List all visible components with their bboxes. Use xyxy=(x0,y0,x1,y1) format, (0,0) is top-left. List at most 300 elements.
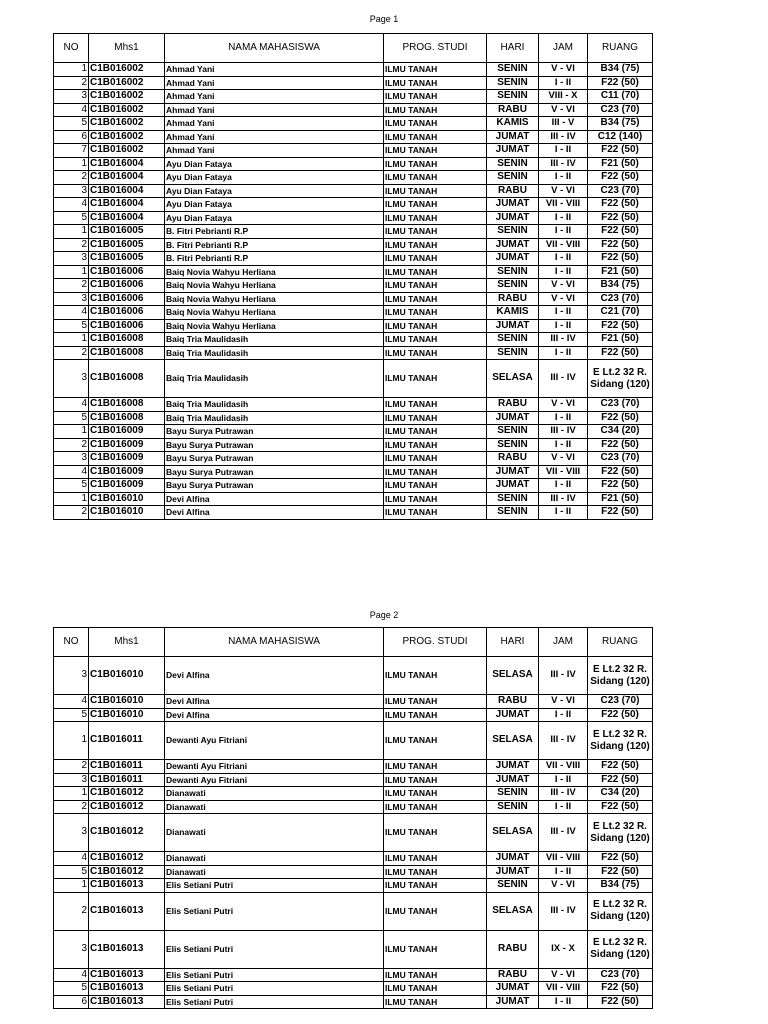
table-row xyxy=(54,452,653,466)
cell-no: 2 xyxy=(54,346,89,360)
cell-jam: I - II xyxy=(539,479,588,493)
cell-mhs: C1B016006 xyxy=(89,265,165,279)
cell-prog: ILMU TANAH xyxy=(384,171,487,185)
cell-prog: ILMU TANAH xyxy=(384,265,487,279)
cell-hari: JUMAT xyxy=(487,411,539,425)
cell-no: 5 xyxy=(54,479,89,493)
cell-no: 4 xyxy=(54,398,89,412)
cell-ruang: B34 (75) xyxy=(588,879,653,893)
cell-jam: I - II xyxy=(539,506,588,520)
cell-jam: VII - VIII xyxy=(539,760,588,774)
cell-prog: ILMU TANAH xyxy=(384,425,487,439)
cell-prog: ILMU TANAH xyxy=(384,157,487,171)
cell-no: 2 xyxy=(54,76,89,90)
table-row xyxy=(54,171,653,185)
cell-hari: SELASA xyxy=(487,814,539,852)
cell-no: 3 xyxy=(54,657,89,695)
cell-mhs: C1B016012 xyxy=(89,800,165,814)
cell-jam: I - II xyxy=(539,411,588,425)
cell-nama: Ayu Dian Fataya xyxy=(165,211,384,225)
cell-ruang: C23 (70) xyxy=(588,695,653,709)
cell-prog: ILMU TANAH xyxy=(384,130,487,144)
cell-prog: ILMU TANAH xyxy=(384,225,487,239)
cell-mhs: C1B016008 xyxy=(89,333,165,347)
cell-hari: JUMAT xyxy=(487,479,539,493)
header-jam: JAM xyxy=(539,628,588,657)
cell-prog: ILMU TANAH xyxy=(384,930,487,968)
cell-mhs: C1B016006 xyxy=(89,279,165,293)
cell-jam: I - II xyxy=(539,252,588,266)
cell-prog: ILMU TANAH xyxy=(384,333,487,347)
cell-jam: III - IV xyxy=(539,892,588,930)
cell-hari: SENIN xyxy=(487,90,539,104)
cell-nama: Devi Alfina xyxy=(165,492,384,506)
cell-ruang: F22 (50) xyxy=(588,171,653,185)
cell-hari: JUMAT xyxy=(487,852,539,866)
cell-jam: III - IV xyxy=(539,787,588,801)
cell-mhs: C1B016013 xyxy=(89,968,165,982)
table-row xyxy=(54,425,653,439)
cell-hari: SELASA xyxy=(487,722,539,760)
cell-hari: KAMIS xyxy=(487,117,539,131)
cell-mhs: C1B016012 xyxy=(89,852,165,866)
cell-no: 2 xyxy=(54,506,89,520)
cell-no: 3 xyxy=(54,360,89,398)
cell-nama: Baiq Tria Maulidasih xyxy=(165,346,384,360)
cell-jam: III - IV xyxy=(539,657,588,695)
schedule-table xyxy=(53,627,653,1009)
cell-nama: Ahmad Yani xyxy=(165,130,384,144)
cell-hari: SELASA xyxy=(487,360,539,398)
cell-jam: VII - VIII xyxy=(539,238,588,252)
cell-no: 4 xyxy=(54,103,89,117)
cell-mhs: C1B016010 xyxy=(89,695,165,709)
cell-no: 2 xyxy=(54,800,89,814)
table-row xyxy=(54,103,653,117)
cell-jam: V - VI xyxy=(539,695,588,709)
cell-mhs: C1B016005 xyxy=(89,252,165,266)
cell-prog: ILMU TANAH xyxy=(384,968,487,982)
cell-no: 1 xyxy=(54,425,89,439)
cell-mhs: C1B016012 xyxy=(89,814,165,852)
header-hari: HARI xyxy=(487,628,539,657)
cell-nama: Dianawati xyxy=(165,787,384,801)
cell-jam: I - II xyxy=(539,438,588,452)
cell-prog: ILMU TANAH xyxy=(384,892,487,930)
table-row xyxy=(54,814,653,852)
cell-jam: VIII - X xyxy=(539,90,588,104)
cell-prog: ILMU TANAH xyxy=(384,103,487,117)
cell-no: 3 xyxy=(54,930,89,968)
cell-nama: Elis Setiani Putri xyxy=(165,968,384,982)
schedule-table xyxy=(53,33,653,520)
cell-prog: ILMU TANAH xyxy=(384,292,487,306)
cell-mhs: C1B016006 xyxy=(89,306,165,320)
cell-nama: Ayu Dian Fataya xyxy=(165,184,384,198)
cell-hari: RABU xyxy=(487,968,539,982)
header-nama: NAMA MAHASISWA xyxy=(165,628,384,657)
cell-mhs: C1B016010 xyxy=(89,492,165,506)
cell-mhs: C1B016009 xyxy=(89,438,165,452)
cell-hari: SENIN xyxy=(487,800,539,814)
cell-nama: Baiq Tria Maulidasih xyxy=(165,398,384,412)
cell-nama: Devi Alfina xyxy=(165,506,384,520)
cell-prog: ILMU TANAH xyxy=(384,252,487,266)
cell-no: 5 xyxy=(54,211,89,225)
cell-nama: Baiq Tria Maulidasih xyxy=(165,360,384,398)
cell-hari: JUMAT xyxy=(487,773,539,787)
cell-no: 1 xyxy=(54,157,89,171)
table-row xyxy=(54,930,653,968)
cell-hari: SENIN xyxy=(487,425,539,439)
cell-no: 2 xyxy=(54,892,89,930)
cell-jam: I - II xyxy=(539,144,588,158)
cell-prog: ILMU TANAH xyxy=(384,773,487,787)
cell-prog: ILMU TANAH xyxy=(384,238,487,252)
cell-no: 3 xyxy=(54,452,89,466)
table-row xyxy=(54,346,653,360)
cell-ruang: F21 (50) xyxy=(588,157,653,171)
cell-prog: ILMU TANAH xyxy=(384,117,487,131)
cell-nama: B. Fitri Pebrianti R.P xyxy=(165,225,384,239)
cell-no: 1 xyxy=(54,63,89,77)
cell-hari: SENIN xyxy=(487,225,539,239)
cell-mhs: C1B016006 xyxy=(89,292,165,306)
table-row xyxy=(54,76,653,90)
cell-no: 2 xyxy=(54,760,89,774)
cell-mhs: C1B016010 xyxy=(89,708,165,722)
cell-hari: RABU xyxy=(487,930,539,968)
cell-no: 1 xyxy=(54,225,89,239)
cell-prog: ILMU TANAH xyxy=(384,995,487,1009)
cell-ruang: F22 (50) xyxy=(588,708,653,722)
cell-mhs: C1B016004 xyxy=(89,157,165,171)
table-row xyxy=(54,852,653,866)
cell-nama: Baiq Novia Wahyu Herliana xyxy=(165,292,384,306)
cell-ruang: F22 (50) xyxy=(588,346,653,360)
cell-prog: ILMU TANAH xyxy=(384,63,487,77)
cell-nama: Bayu Surya Putrawan xyxy=(165,452,384,466)
cell-prog: ILMU TANAH xyxy=(384,787,487,801)
cell-jam: III - IV xyxy=(539,492,588,506)
cell-prog: ILMU TANAH xyxy=(384,184,487,198)
cell-prog: ILMU TANAH xyxy=(384,411,487,425)
cell-mhs: C1B016005 xyxy=(89,225,165,239)
cell-jam: III - IV xyxy=(539,360,588,398)
table-row xyxy=(54,492,653,506)
table-row xyxy=(54,252,653,266)
cell-ruang: B34 (75) xyxy=(588,63,653,77)
cell-prog: ILMU TANAH xyxy=(384,306,487,320)
cell-no: 2 xyxy=(54,438,89,452)
cell-ruang: C21 (70) xyxy=(588,306,653,320)
cell-jam: V - VI xyxy=(539,279,588,293)
cell-prog: ILMU TANAH xyxy=(384,438,487,452)
cell-jam: I - II xyxy=(539,708,588,722)
cell-nama: Bayu Surya Putrawan xyxy=(165,425,384,439)
cell-ruang: F21 (50) xyxy=(588,492,653,506)
table-row xyxy=(54,865,653,879)
cell-nama: Dianawati xyxy=(165,814,384,852)
cell-prog: ILMU TANAH xyxy=(384,360,487,398)
table-row xyxy=(54,198,653,212)
table-row xyxy=(54,892,653,930)
cell-nama: Dianawati xyxy=(165,800,384,814)
cell-prog: ILMU TANAH xyxy=(384,346,487,360)
header-row xyxy=(54,628,653,657)
cell-ruang: F22 (50) xyxy=(588,411,653,425)
cell-no: 6 xyxy=(54,995,89,1009)
cell-prog: ILMU TANAH xyxy=(384,708,487,722)
cell-jam: V - VI xyxy=(539,452,588,466)
cell-hari: SELASA xyxy=(487,892,539,930)
cell-jam: I - II xyxy=(539,171,588,185)
cell-no: 1 xyxy=(54,787,89,801)
table-row xyxy=(54,333,653,347)
header-no: NO xyxy=(54,628,89,657)
cell-hari: KAMIS xyxy=(487,306,539,320)
cell-no: 3 xyxy=(54,292,89,306)
cell-prog: ILMU TANAH xyxy=(384,760,487,774)
cell-hari: SENIN xyxy=(487,171,539,185)
cell-nama: Dianawati xyxy=(165,852,384,866)
cell-ruang: E Lt.2 32 R. Sidang (120) xyxy=(588,814,653,852)
header-ruang: RUANG xyxy=(588,34,653,63)
cell-mhs: C1B016013 xyxy=(89,995,165,1009)
cell-nama: Elis Setiani Putri xyxy=(165,930,384,968)
cell-jam: I - II xyxy=(539,225,588,239)
cell-nama: Baiq Novia Wahyu Herliana xyxy=(165,279,384,293)
cell-no: 2 xyxy=(54,279,89,293)
table-row xyxy=(54,184,653,198)
cell-no: 4 xyxy=(54,852,89,866)
cell-prog: ILMU TANAH xyxy=(384,800,487,814)
cell-no: 3 xyxy=(54,773,89,787)
cell-ruang: B34 (75) xyxy=(588,279,653,293)
cell-no: 6 xyxy=(54,130,89,144)
header-jam: JAM xyxy=(539,34,588,63)
cell-mhs: C1B016002 xyxy=(89,103,165,117)
cell-ruang: C23 (70) xyxy=(588,184,653,198)
cell-mhs: C1B016008 xyxy=(89,346,165,360)
table-row xyxy=(54,225,653,239)
cell-no: 1 xyxy=(54,333,89,347)
cell-mhs: C1B016004 xyxy=(89,198,165,212)
cell-ruang: C12 (140) xyxy=(588,130,653,144)
cell-jam: III - IV xyxy=(539,425,588,439)
cell-hari: RABU xyxy=(487,184,539,198)
cell-jam: I - II xyxy=(539,346,588,360)
cell-ruang: F22 (50) xyxy=(588,211,653,225)
cell-jam: V - VI xyxy=(539,292,588,306)
cell-ruang: F22 (50) xyxy=(588,982,653,996)
cell-mhs: C1B016008 xyxy=(89,398,165,412)
cell-hari: SENIN xyxy=(487,438,539,452)
cell-no: 5 xyxy=(54,982,89,996)
cell-nama: Ayu Dian Fataya xyxy=(165,198,384,212)
cell-mhs: C1B016002 xyxy=(89,144,165,158)
cell-ruang: E Lt.2 32 R. Sidang (120) xyxy=(588,722,653,760)
cell-ruang: F22 (50) xyxy=(588,438,653,452)
cell-hari: SENIN xyxy=(487,265,539,279)
cell-nama: Elis Setiani Putri xyxy=(165,879,384,893)
cell-prog: ILMU TANAH xyxy=(384,398,487,412)
cell-hari: JUMAT xyxy=(487,198,539,212)
cell-no: 4 xyxy=(54,465,89,479)
table-row xyxy=(54,995,653,1009)
cell-ruang: F22 (50) xyxy=(588,252,653,266)
cell-jam: VII - VIII xyxy=(539,198,588,212)
cell-prog: ILMU TANAH xyxy=(384,814,487,852)
cell-mhs: C1B016008 xyxy=(89,411,165,425)
cell-mhs: C1B016013 xyxy=(89,930,165,968)
cell-mhs: C1B016002 xyxy=(89,90,165,104)
header-no: NO xyxy=(54,34,89,63)
cell-mhs: C1B016009 xyxy=(89,465,165,479)
cell-jam: IX - X xyxy=(539,930,588,968)
cell-ruang: F22 (50) xyxy=(588,465,653,479)
cell-hari: SENIN xyxy=(487,879,539,893)
cell-nama: Elis Setiani Putri xyxy=(165,982,384,996)
cell-hari: JUMAT xyxy=(487,144,539,158)
cell-mhs: C1B016004 xyxy=(89,211,165,225)
cell-ruang: F22 (50) xyxy=(588,760,653,774)
cell-hari: SELASA xyxy=(487,657,539,695)
cell-mhs: C1B016004 xyxy=(89,184,165,198)
cell-ruang: E Lt.2 32 R. Sidang (120) xyxy=(588,930,653,968)
cell-prog: ILMU TANAH xyxy=(384,76,487,90)
cell-mhs: C1B016013 xyxy=(89,892,165,930)
cell-ruang: F22 (50) xyxy=(588,198,653,212)
cell-prog: ILMU TANAH xyxy=(384,722,487,760)
table-row xyxy=(54,657,653,695)
cell-mhs: C1B016005 xyxy=(89,238,165,252)
cell-ruang: C34 (20) xyxy=(588,787,653,801)
table-row xyxy=(54,722,653,760)
cell-jam: V - VI xyxy=(539,63,588,77)
cell-hari: JUMAT xyxy=(487,465,539,479)
table-row xyxy=(54,211,653,225)
cell-prog: ILMU TANAH xyxy=(384,452,487,466)
cell-mhs: C1B016009 xyxy=(89,425,165,439)
cell-jam: III - V xyxy=(539,117,588,131)
cell-nama: Dewanti Ayu Fitriani xyxy=(165,773,384,787)
cell-no: 3 xyxy=(54,252,89,266)
header-mhs: Mhs1 xyxy=(89,34,165,63)
cell-mhs: C1B016011 xyxy=(89,760,165,774)
cell-prog: ILMU TANAH xyxy=(384,879,487,893)
cell-hari: RABU xyxy=(487,103,539,117)
cell-nama: Devi Alfina xyxy=(165,657,384,695)
cell-mhs: C1B016011 xyxy=(89,773,165,787)
cell-prog: ILMU TANAH xyxy=(384,211,487,225)
cell-ruang: C34 (20) xyxy=(588,425,653,439)
cell-no: 1 xyxy=(54,722,89,760)
cell-jam: V - VI xyxy=(539,398,588,412)
table-row xyxy=(54,982,653,996)
cell-no: 4 xyxy=(54,968,89,982)
cell-prog: ILMU TANAH xyxy=(384,506,487,520)
cell-ruang: F22 (50) xyxy=(588,76,653,90)
cell-nama: Dianawati xyxy=(165,865,384,879)
cell-nama: B. Fitri Pebrianti R.P xyxy=(165,252,384,266)
table-row xyxy=(54,398,653,412)
cell-mhs: C1B016009 xyxy=(89,452,165,466)
header-nama: NAMA MAHASISWA xyxy=(165,34,384,63)
cell-nama: Elis Setiani Putri xyxy=(165,995,384,1009)
table-row xyxy=(54,760,653,774)
cell-jam: V - VI xyxy=(539,879,588,893)
cell-prog: ILMU TANAH xyxy=(384,852,487,866)
cell-no: 5 xyxy=(54,865,89,879)
table-row xyxy=(54,360,653,398)
cell-nama: Ahmad Yani xyxy=(165,144,384,158)
cell-nama: Ahmad Yani xyxy=(165,103,384,117)
cell-jam: V - VI xyxy=(539,103,588,117)
cell-jam: III - IV xyxy=(539,157,588,171)
cell-hari: SENIN xyxy=(487,506,539,520)
cell-hari: JUMAT xyxy=(487,238,539,252)
cell-mhs: C1B016011 xyxy=(89,722,165,760)
cell-nama: Baiq Novia Wahyu Herliana xyxy=(165,306,384,320)
page-label: Page 2 xyxy=(369,610,399,620)
cell-jam: III - IV xyxy=(539,130,588,144)
cell-ruang: C23 (70) xyxy=(588,103,653,117)
cell-prog: ILMU TANAH xyxy=(384,319,487,333)
cell-hari: JUMAT xyxy=(487,995,539,1009)
cell-nama: Elis Setiani Putri xyxy=(165,892,384,930)
cell-mhs: C1B016010 xyxy=(89,657,165,695)
cell-jam: VII - VIII xyxy=(539,982,588,996)
table-row xyxy=(54,787,653,801)
cell-ruang: F22 (50) xyxy=(588,773,653,787)
cell-mhs: C1B016012 xyxy=(89,787,165,801)
cell-jam: I - II xyxy=(539,319,588,333)
cell-ruang: E Lt.2 32 R. Sidang (120) xyxy=(588,657,653,695)
cell-jam: I - II xyxy=(539,306,588,320)
table-row xyxy=(54,130,653,144)
cell-mhs: C1B016004 xyxy=(89,171,165,185)
cell-nama: Ahmad Yani xyxy=(165,90,384,104)
page-label: Page 1 xyxy=(369,14,399,24)
cell-prog: ILMU TANAH xyxy=(384,865,487,879)
table-row xyxy=(54,708,653,722)
cell-mhs: C1B016006 xyxy=(89,319,165,333)
cell-ruang: F22 (50) xyxy=(588,479,653,493)
table-body xyxy=(54,63,653,520)
cell-hari: JUMAT xyxy=(487,252,539,266)
cell-nama: Dewanti Ayu Fitriani xyxy=(165,722,384,760)
cell-ruang: F22 (50) xyxy=(588,144,653,158)
cell-hari: JUMAT xyxy=(487,760,539,774)
cell-prog: ILMU TANAH xyxy=(384,695,487,709)
cell-prog: ILMU TANAH xyxy=(384,198,487,212)
cell-ruang: B34 (75) xyxy=(588,117,653,131)
cell-ruang: C23 (70) xyxy=(588,452,653,466)
cell-nama: Bayu Surya Putrawan xyxy=(165,465,384,479)
table-row xyxy=(54,292,653,306)
cell-jam: VII - VIII xyxy=(539,465,588,479)
cell-nama: Devi Alfina xyxy=(165,708,384,722)
cell-hari: JUMAT xyxy=(487,982,539,996)
cell-ruang: F22 (50) xyxy=(588,238,653,252)
cell-mhs: C1B016002 xyxy=(89,117,165,131)
cell-hari: SENIN xyxy=(487,76,539,90)
cell-no: 1 xyxy=(54,879,89,893)
cell-ruang: F22 (50) xyxy=(588,225,653,239)
cell-hari: SENIN xyxy=(487,346,539,360)
cell-ruang: C11 (70) xyxy=(588,90,653,104)
